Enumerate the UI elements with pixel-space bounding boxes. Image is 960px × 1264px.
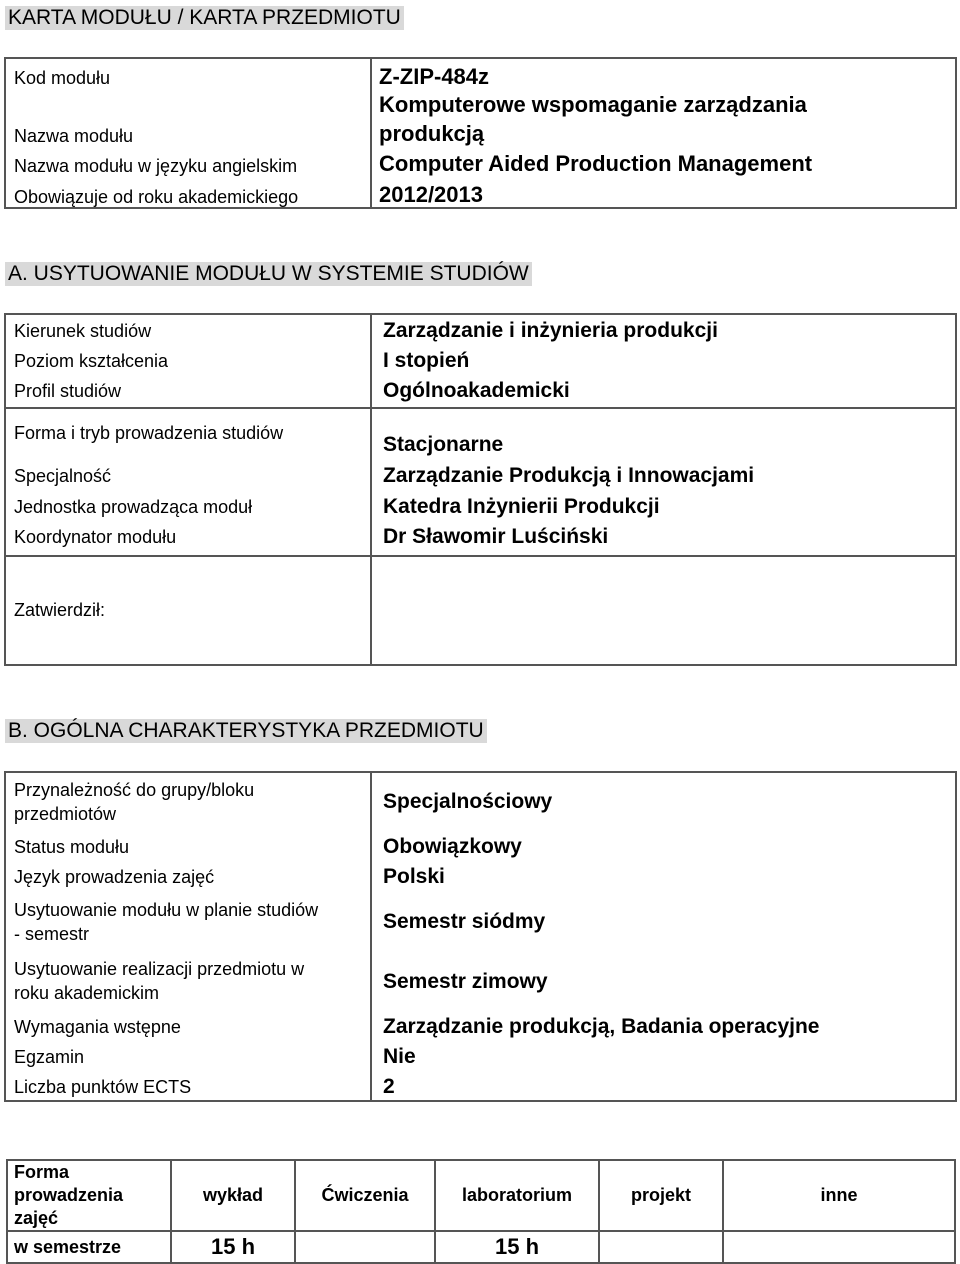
row-label-semester: w semestrze (7, 1231, 171, 1263)
row-divider (6, 555, 955, 557)
module-name-value-line1: Komputerowe wspomaganie zarządzania (379, 92, 807, 117)
page-title: KARTA MODUŁU / KARTA PRZEDMIOTU (5, 6, 404, 30)
specialty-value: Zarządzanie Produkcją i Innowacjami (383, 464, 755, 487)
column-other: inne (723, 1160, 955, 1231)
project-hours (599, 1231, 723, 1263)
module-status-value: Obowiązkowy (383, 835, 522, 858)
exercises-hours (295, 1231, 435, 1263)
section-b-heading: B. OGÓLNA CHARAKTERYSTYKA PRZEDMIOTU (5, 719, 487, 743)
group-value: Specjalnościowy (383, 790, 553, 813)
field-of-study-value: Zarządzanie i inżynieria produkcji (383, 319, 718, 342)
table-row (7, 1231, 955, 1263)
group-label-line2: przedmiotów (14, 804, 117, 824)
column-divider (370, 315, 372, 664)
column-exercises: Ćwiczenia (295, 1160, 435, 1231)
specialty-label: Specjalność (14, 466, 112, 486)
forms-header-line1: Forma (14, 1162, 70, 1182)
semester-placement-label-line1: Usytuowanie modułu w planie studiów (14, 900, 319, 920)
table-header-row (7, 1160, 955, 1231)
valid-from-value: 2012/2013 (379, 182, 483, 207)
valid-from-label: Obowiązuje od roku akademickiego (14, 187, 299, 207)
language-label: Język prowadzenia zajęć (14, 867, 215, 887)
section-b-box (4, 771, 957, 1102)
column-divider (370, 59, 372, 207)
study-profile-label: Profil studiów (14, 381, 122, 401)
module-name-english-label: Nazwa modułu w języku angielskim (14, 156, 298, 176)
unit-value: Katedra Inżynierii Produkcji (383, 495, 660, 518)
study-mode-value: Stacjonarne (383, 433, 504, 456)
row-divider (6, 407, 955, 409)
exam-label: Egzamin (14, 1047, 85, 1067)
column-laboratory: laboratorium (435, 1160, 599, 1231)
section-a-box (4, 313, 957, 666)
module-status-label: Status modułu (14, 837, 130, 857)
laboratory-hours: 15 h (435, 1231, 599, 1263)
prerequisites-value: Zarządzanie produkcją, Badania operacyjne (383, 1015, 820, 1038)
class-forms-table (6, 1159, 956, 1264)
module-name-english-value: Computer Aided Production Management (379, 151, 813, 176)
language-value: Polski (383, 865, 445, 888)
study-mode-label: Forma i tryb prowadzenia studiów (14, 423, 284, 443)
section-a-heading: A. USYTUOWANIE MODUŁU W SYSTEMIE STUDIÓW (5, 262, 532, 286)
education-level-label: Poziom kształcenia (14, 351, 169, 371)
education-level-value: I stopień (383, 349, 470, 372)
academic-year-label-line2: roku akademickim (14, 983, 160, 1003)
module-code-label: Kod modułu (14, 68, 111, 88)
column-lecture: wykład (171, 1160, 295, 1231)
column-divider (370, 773, 372, 1100)
module-info-box (4, 57, 957, 209)
module-code-value: Z-ZIP-484z (379, 64, 490, 89)
lecture-hours: 15 h (171, 1231, 295, 1263)
unit-label: Jednostka prowadząca moduł (14, 497, 253, 517)
exam-value: Nie (383, 1045, 416, 1068)
prerequisites-label: Wymagania wstępne (14, 1017, 181, 1037)
ects-value: 2 (383, 1075, 395, 1098)
semester-placement-value: Semestr siódmy (383, 910, 546, 933)
academic-year-value: Semestr zimowy (383, 970, 548, 993)
module-name-label: Nazwa modułu (14, 126, 134, 146)
academic-year-label-line1: Usytuowanie realizacji przedmiotu w (14, 959, 305, 979)
column-project: projekt (599, 1160, 723, 1231)
group-label-line1: Przynależność do grupy/bloku (14, 780, 255, 800)
module-name-value-line2: produkcją (379, 121, 485, 146)
other-hours (723, 1231, 955, 1263)
coordinator-label: Koordynator modułu (14, 527, 177, 547)
study-profile-value: Ogólnoakademicki (383, 379, 570, 402)
ects-label: Liczba punktów ECTS (14, 1077, 192, 1097)
semester-placement-label-line2: - semestr (14, 924, 90, 944)
field-of-study-label: Kierunek studiów (14, 321, 152, 341)
forms-header-line2: prowadzenia zajęć (14, 1185, 124, 1228)
coordinator-value: Dr Sławomir Luściński (383, 525, 609, 548)
forms-header-cell (7, 1160, 171, 1231)
approved-label: Zatwierdził: (14, 600, 106, 620)
